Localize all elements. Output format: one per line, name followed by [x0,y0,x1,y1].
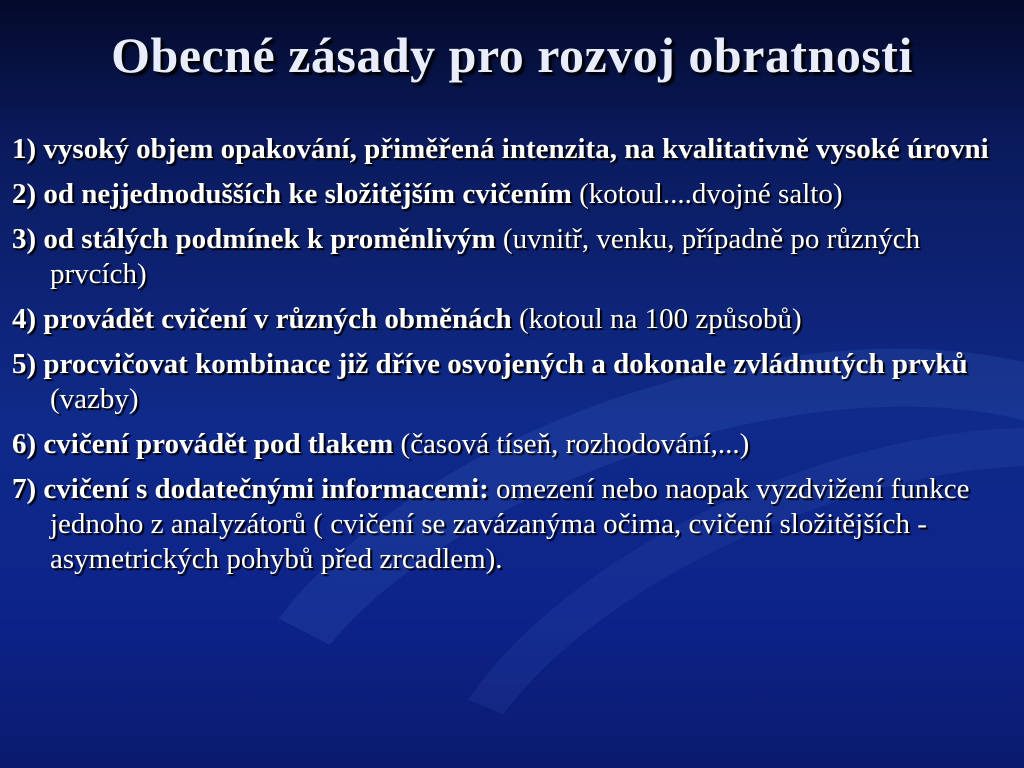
principle-item-4-normal: (kotoul na 100 způsobů) [511,303,802,335]
principle-item-6-normal: (časová tíseň, rozhodování,...) [393,428,750,460]
principle-item-3-normal: (uvnitř, venku, případně po různých prvcích) [50,223,921,290]
principle-item-2-bold: 2) od nejjednodušších ke složitějším cvičením [12,178,572,210]
principle-item-5-bold: 5) procvičovat kombinace již dříve osvojených a dokonale zvládnutých prvků [12,348,968,380]
principle-item-2 [12,177,1012,212]
principle-item-3-bold: 3) od stálých podmínek k proměnlivým [12,223,496,255]
slide-title: Obecné zásady pro rozvoj obratnosti [111,27,913,83]
principles-list [12,132,1012,587]
principle-item-7-bold: 7) cvičení s dodatečnými informacemi: [12,473,489,505]
principle-item-6-bold: 6) cvičení provádět pod tlakem [12,428,394,460]
principle-item-4-bold: 4) provádět cvičení v různých obměnách [12,303,512,335]
principle-item-6 [12,427,1012,462]
principle-item-5-normal: (vazby) [50,383,139,415]
principle-item-1 [12,132,1012,167]
principle-item-5 [12,347,1012,417]
principle-item-4 [12,302,1012,337]
principle-item-2-normal: (kotoul....dvojné salto) [571,178,843,210]
principle-item-3 [12,222,1012,292]
principle-item-1-bold: 1) vysoký objem opakování, přiměřená intenzita, na kvalitativně vysoké úrovni [12,133,989,165]
principle-item-7 [12,472,1012,577]
principle-item-7-normal: omezení nebo naopak vyzdvižení funkce jednoho z analyzátorů ( cvičení se zavázanýma očima, cvičení složitějších - asymetrických pohybů před zrcadlem). [50,473,970,575]
